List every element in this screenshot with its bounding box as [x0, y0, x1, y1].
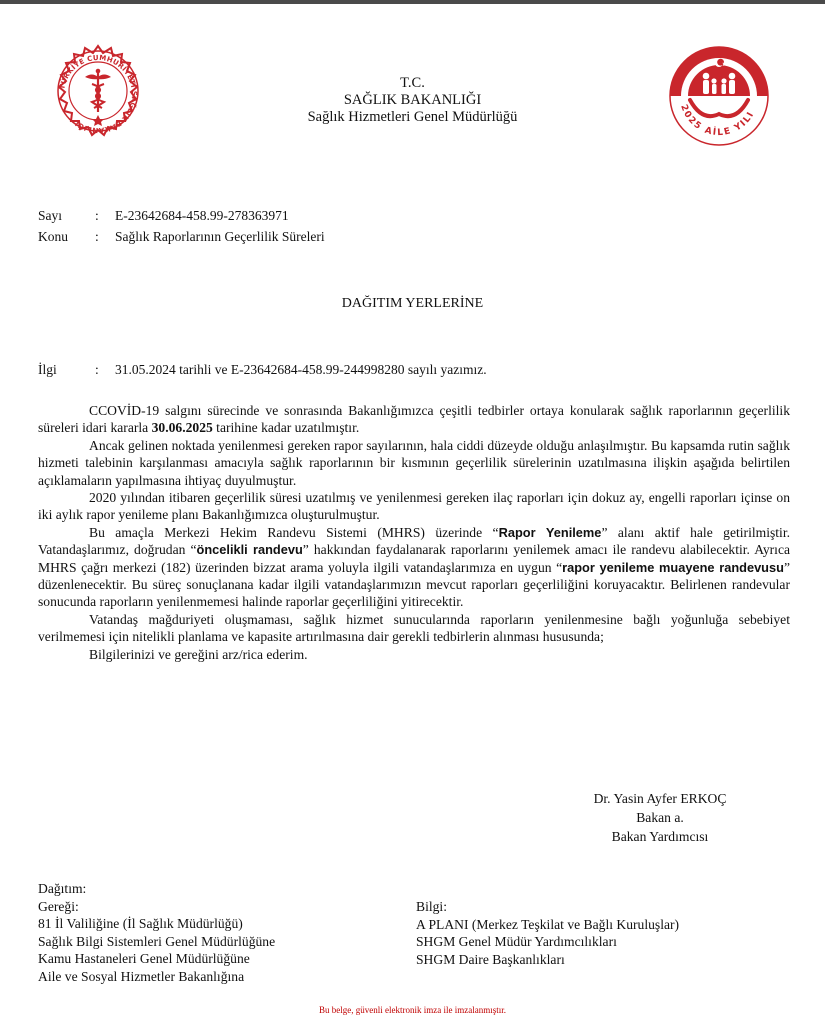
ilgi-label: İlgi: [38, 362, 57, 377]
geregi-title: Gereği:: [38, 898, 79, 914]
letterhead-line-directorate: Sağlık Hizmetleri Genel Müdürlüğü: [307, 109, 518, 125]
geregi-item: 81 İl Valiliğine (İl Sağlık Müdürlüğü): [38, 916, 243, 932]
distribution-geregi: [38, 880, 275, 986]
konu-label: Konu: [38, 229, 68, 244]
p1-text-c: tarihine kadar uzatılmıştır.: [212, 420, 360, 436]
bilgi-item: SHGM Daire Başkanlıkları: [416, 951, 565, 967]
document-meta: [38, 205, 325, 247]
e-signature-note: Bu belge, güvenli elektronik imza ile imzalanmıştır.: [319, 1005, 506, 1015]
letterhead-line-ministry: SAĞLIK BAKANLIĞI: [343, 92, 482, 108]
geregi-item: Kamu Hastaneleri Genel Müdürlüğüne: [38, 951, 250, 967]
ilgi-colon: :: [95, 362, 99, 377]
p4-text-g: ” düzenlenecektir. Bu süreç sonuçlanana kadar ilgili vatandaşlarımızın mevcut raporları geçerliliğini koruyacaktır. Belirlenen randevular sonucunda raporların yenilenmemesi halinde raporlar geçerliliğini yitirecektir.: [38, 559, 790, 610]
p4-muayene-randevusu: rapor yenileme muayene randevusu: [562, 559, 784, 575]
signatory-title: Bakan Yardımcısı: [611, 829, 709, 844]
family-year-arc-text: 2025 AİLE YILI: [678, 103, 757, 139]
paragraph-6: Bilgilerinizi ve gereğini arz/rica ederim.: [89, 646, 308, 662]
konu-colon: :: [95, 229, 99, 244]
geregi-item: Sağlık Bilgi Sistemleri Genel Müdürlüğüne: [38, 933, 276, 949]
sayi-value: E-23642684-458.99-278363971: [115, 208, 289, 223]
geregi-item: Aile ve Sosyal Hizmetler Bakanlığına: [38, 968, 245, 984]
p4-text-c: ” alanı aktif hale getirilmiştir. Vatandaşlarımız, doğrudan “: [38, 524, 790, 558]
sayi-colon: :: [95, 208, 99, 223]
sayi-label: Sayı: [38, 208, 63, 223]
family-year-logo: [668, 44, 770, 148]
distribution-heading: DAĞITIM YERLERİNE: [341, 296, 484, 311]
p1-text-a: CCOVİD-19 salgını sürecinde ve sonrasında Bakanlığımızca çeşitli tedbirler ortaya konularak sağlık raporlarının geçerlilik süreleri idari kararla: [38, 403, 790, 436]
signatory-name: Dr. Yasin Ayfer ERKOÇ: [593, 791, 727, 806]
paragraph-2: Ancak gelinen noktada yenilenmesi gereken rapor sayılarının, hala ciddi düzeyde olduğu anlaşılmıştır. Bu kapsamda rutin sağlık hizmeti talebinin karşılanması amacıyla sağlık raporlarının bir kısmının geçerlilik sürelerinin uzatılmasına ilişkin aşağıda belirtilen açıklamaların yapılmasına ihtiyaç duyulmuştur.: [38, 437, 790, 488]
distribution-bilgi: [416, 898, 679, 968]
konu-row: [38, 226, 325, 247]
ilgi-row: [38, 362, 487, 378]
signature-block: [560, 789, 760, 846]
window-top-border: [0, 0, 825, 4]
paragraph-4: [38, 524, 790, 611]
sayi-row: [38, 205, 325, 226]
p4-oncelikli-randevu: öncelikli randevu: [196, 542, 303, 558]
bilgi-item: A PLANI (Merkez Teşkilat ve Bağlı Kuruluşlar): [416, 916, 680, 932]
p4-text-a: Bu amaçla Merkezi Hekim Randevu Sistemi (MHRS) üzerinde “: [89, 524, 499, 540]
bilgi-item: SHGM Genel Müdür Yardımcılıkları: [416, 934, 617, 950]
paragraph-1: [38, 402, 790, 437]
signatory-on-behalf: Bakan a.: [636, 810, 684, 825]
paragraph-3: 2020 yılından itibaren geçerlilik süresi uzatılmış ve yenilenmesi gereken ilaç raporları için dokuz ay, engelli raporları içinse on iki aylık rapor yenileme planı Bakanlığımızca oluşturulmuştur.: [38, 490, 790, 523]
distribution-title: Dağıtım:: [38, 881, 87, 896]
seal-arc-text: TÜRKİYE CUMHURİYETİ SAĞLIK BAKANLIĞI: [58, 53, 139, 135]
bilgi-title: Bilgi:: [416, 899, 447, 914]
paragraph-5: Vatandaş mağduriyeti oluşmaması, sağlık hizmet sunucularında raporların yenilenmesine bağlı yoğunluğa sebebiyet verilmemesi için nitelikli planlama ve kapasite artırılmasına dair gerekli tedbirlerin alınması hususunda;: [38, 611, 790, 645]
ilgi-value: 31.05.2024 tarihli ve E-23642684-458.99-244998280 sayılı yazımız.: [115, 362, 487, 377]
letter-body: [38, 402, 790, 663]
letterhead-line-tc: T.C.: [400, 75, 425, 91]
konu-value: Sağlık Raporlarının Geçerlilik Süreleri: [115, 229, 325, 244]
p1-deadline-date: 30.06.2025: [151, 420, 213, 436]
p4-rapor-yenileme: Rapor Yenileme: [498, 524, 602, 540]
p4-text-e: ” hakkından faydalanarak raporlarını yenilemek amacı ile randevu alabilecektir. Ayrıca MHRS çağrı merkezi (182) üzerinden bizzat arama yoluyla ilgili vatandaşlarımıza en uygun “: [38, 542, 791, 575]
